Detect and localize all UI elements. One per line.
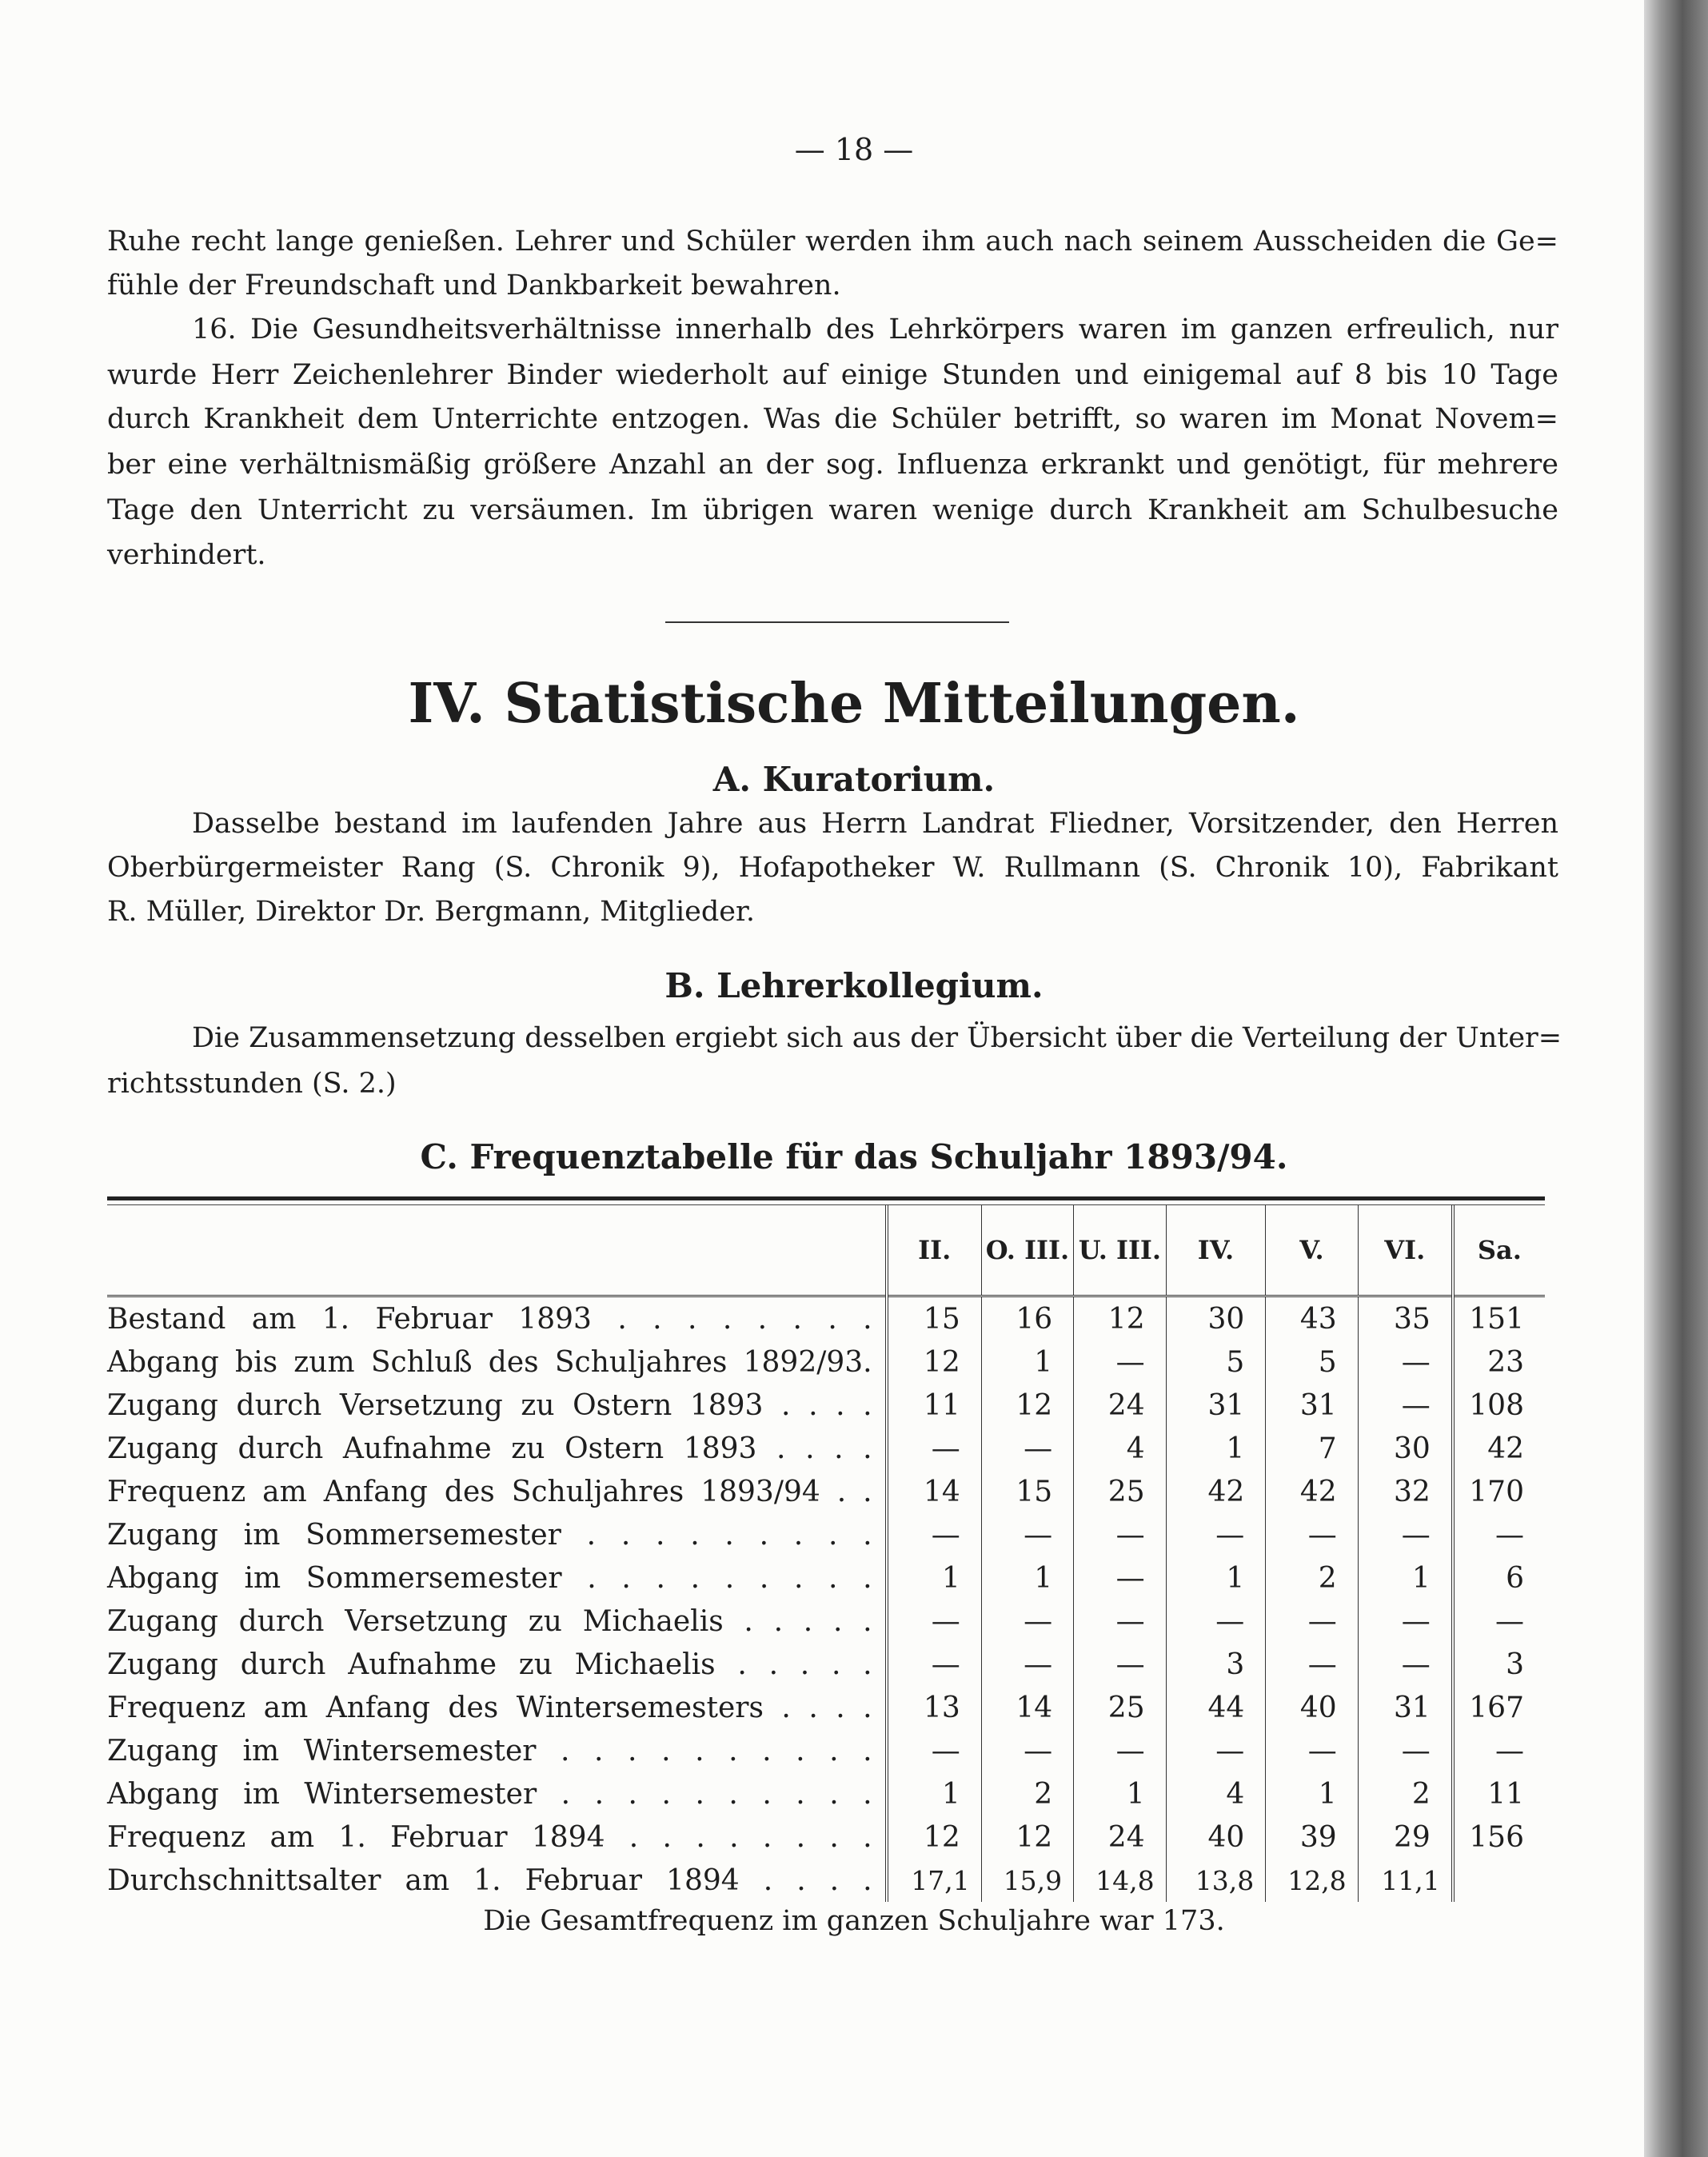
row-label: Zugang im Wintersemester . . . . . . . . . . [107, 1734, 872, 1768]
text-line: 16. Die Gesundheitsverhältnisse innerhalb des Lehrkörpers waren im ganzen erfreulich, nur [192, 314, 1558, 346]
text-line: Dasselbe bestand im laufenden Jahre aus Herrn Landrat Fliedner, Vorsitzender, den Herren [192, 808, 1558, 840]
table-cell: — [981, 1513, 1073, 1556]
column-header: Sa. [1453, 1205, 1545, 1296]
table-cell: — [1453, 1729, 1545, 1772]
table-cell: — [1358, 1600, 1453, 1643]
table-row [107, 1556, 1545, 1600]
text-line: richtsstunden (S. 2.) [107, 1068, 397, 1100]
table-cell: 12 [981, 1815, 1073, 1859]
table-cell [1453, 1859, 1545, 1902]
table-cell: — [1166, 1600, 1266, 1643]
table-cell: 12 [1074, 1296, 1166, 1341]
table-cell: 24 [1074, 1384, 1166, 1427]
table-header-row [107, 1205, 1545, 1296]
lehrerkollegium-heading: B. Lehrerkollegium. [664, 966, 1044, 1005]
row-label: Zugang durch Versetzung zu Michaelis . . . . . [107, 1604, 872, 1638]
table-cell: 35 [1358, 1296, 1453, 1341]
table-cell: — [1166, 1729, 1266, 1772]
table-row [107, 1686, 1545, 1729]
table-cell: 170 [1453, 1470, 1545, 1513]
column-header: U. III. [1074, 1205, 1166, 1296]
table-cell: — [981, 1729, 1073, 1772]
table-cell: 43 [1266, 1296, 1358, 1341]
table-row [107, 1600, 1545, 1643]
table-cell: — [1358, 1729, 1453, 1772]
table-cell: — [1266, 1643, 1358, 1686]
table-cell: 4 [1074, 1427, 1166, 1470]
column-header: IV. [1166, 1205, 1266, 1296]
table-cell: 12 [887, 1340, 982, 1384]
row-label: Frequenz am Anfang des Schuljahres 1893/94 . . [107, 1475, 872, 1508]
table-row [107, 1772, 1545, 1815]
table-cell: 156 [1453, 1815, 1545, 1859]
table-cell: 42 [1453, 1427, 1545, 1470]
table-cell: 2 [981, 1772, 1073, 1815]
text-line: Tage den Unterricht zu versäumen. Im übrigen waren wenige durch Krankheit am Schulbesuche [107, 494, 1558, 526]
section-title: IV. Statistische Mitteilungen. [408, 672, 1300, 736]
table-cell: — [887, 1729, 982, 1772]
table-cell: 13,8 [1166, 1859, 1266, 1902]
row-label: Bestand am 1. Februar 1893 . . . . . . . . [107, 1302, 872, 1336]
table-row [107, 1384, 1545, 1427]
table-row [107, 1296, 1545, 1341]
table-cell: 30 [1358, 1427, 1453, 1470]
table-row [107, 1340, 1545, 1384]
table-cell: — [1074, 1600, 1166, 1643]
table-cell: 14 [981, 1686, 1073, 1729]
table-cell: 25 [1074, 1470, 1166, 1513]
table-cell: — [1074, 1729, 1166, 1772]
header-label-cell [107, 1205, 887, 1296]
table-cell: 30 [1166, 1296, 1266, 1341]
table-cell: 3 [1166, 1643, 1266, 1686]
column-header: O. III. [981, 1205, 1073, 1296]
table-row [107, 1859, 1545, 1902]
table-cell: 24 [1074, 1815, 1166, 1859]
table-cell: 31 [1166, 1384, 1266, 1427]
table-cell: 5 [1266, 1340, 1358, 1384]
table-cell: — [1074, 1513, 1166, 1556]
table-cell: 1 [1074, 1772, 1166, 1815]
table-cell: 5 [1166, 1340, 1266, 1384]
column-header: VI. [1358, 1205, 1453, 1296]
table-cell: 1 [1166, 1556, 1266, 1600]
table-cell: 2 [1266, 1556, 1358, 1600]
text-line: Oberbürgermeister Rang (S. Chronik 9), Hofapotheker W. Rullmann (S. Chronik 10), Fabrikant [107, 852, 1558, 884]
table-cell: 23 [1453, 1340, 1545, 1384]
table-cell: 25 [1074, 1686, 1166, 1729]
table-cell: 14 [887, 1470, 982, 1513]
table-cell: — [1266, 1600, 1358, 1643]
table-row [107, 1643, 1545, 1686]
text-line: durch Krankheit dem Unterrichte entzogen. Was die Schüler betrifft, so waren im Monat Novem= [107, 403, 1558, 435]
row-label: Zugang im Sommersemester . . . . . . . . . [107, 1518, 872, 1552]
table-cell: 1 [887, 1772, 982, 1815]
table-cell: — [981, 1643, 1073, 1686]
table-cell: 15 [981, 1470, 1073, 1513]
text-line: Die Zusammensetzung desselben ergiebt sich aus der Übersicht über die Verteilung der Unter= [192, 1022, 1562, 1054]
frequency-table [107, 1196, 1545, 1902]
table-cell: 6 [1453, 1556, 1545, 1600]
table-cell: — [1166, 1513, 1266, 1556]
text-line: fühle der Freundschaft und Dankbarkeit bewahren. [107, 270, 841, 302]
row-label: Zugang durch Aufnahme zu Michaelis . . . . . [107, 1648, 872, 1681]
table-cell: 11,1 [1358, 1859, 1453, 1902]
table-cell: 44 [1166, 1686, 1266, 1729]
table-cell: — [887, 1427, 982, 1470]
table-cell: 31 [1266, 1384, 1358, 1427]
table-cell: 1 [1358, 1556, 1453, 1600]
row-label: Zugang durch Aufnahme zu Ostern 1893 . . . . [107, 1432, 872, 1465]
table-row [107, 1470, 1545, 1513]
column-header: II. [887, 1205, 982, 1296]
text-line: Ruhe recht lange genießen. Lehrer und Schüler werden ihm auch nach seinem Ausscheiden die Ge= [107, 226, 1558, 258]
frequenz-heading: C. Frequenztabelle für das Schuljahr 1893/94. [420, 1137, 1288, 1176]
table-cell: 108 [1453, 1384, 1545, 1427]
table-cell: 11 [1453, 1772, 1545, 1815]
table-cell: — [887, 1643, 982, 1686]
row-label: Durchschnittsalter am 1. Februar 1894 . . . . [107, 1863, 872, 1897]
table-cell: 42 [1166, 1470, 1266, 1513]
table-cell: 39 [1266, 1815, 1358, 1859]
text-line: verhindert. [107, 539, 266, 571]
scan-edge [1644, 0, 1708, 2157]
table-cell: 16 [981, 1296, 1073, 1341]
divider [665, 621, 1009, 623]
table-cell: 13 [887, 1686, 982, 1729]
table-cell: 151 [1453, 1296, 1545, 1341]
table-cell: — [887, 1600, 982, 1643]
table-cell: 1 [887, 1556, 982, 1600]
table-cell: — [1358, 1643, 1453, 1686]
table-cell: 32 [1358, 1470, 1453, 1513]
table-cell: 12,8 [1266, 1859, 1358, 1902]
table-cell: 1 [1166, 1427, 1266, 1470]
table-cell: 11 [887, 1384, 982, 1427]
table-cell: 167 [1453, 1686, 1545, 1729]
table-cell: 40 [1166, 1815, 1266, 1859]
table-cell: — [1358, 1384, 1453, 1427]
row-label: Frequenz am 1. Februar 1894 . . . . . . . . [107, 1820, 872, 1854]
table-cell: — [1358, 1340, 1453, 1384]
table-cell: — [1074, 1340, 1166, 1384]
row-label: Abgang im Sommersemester . . . . . . . . . [107, 1561, 872, 1595]
row-label: Frequenz am Anfang des Wintersemesters . . . . [107, 1691, 872, 1724]
row-label: Zugang durch Versetzung zu Ostern 1893 . . . . [107, 1388, 872, 1422]
table-cell: — [1266, 1729, 1358, 1772]
table-cell: — [1453, 1513, 1545, 1556]
table-cell: — [981, 1427, 1073, 1470]
column-header: V. [1266, 1205, 1358, 1296]
table-cell: 12 [981, 1384, 1073, 1427]
table-cell: — [887, 1513, 982, 1556]
table-cell: — [1358, 1513, 1453, 1556]
table-row [107, 1815, 1545, 1859]
table-cell: — [1074, 1556, 1166, 1600]
page-number: — 18 — [794, 132, 914, 167]
table-cell: 1 [1266, 1772, 1358, 1815]
kuratorium-heading: A. Kuratorium. [712, 760, 996, 799]
table-cell: 1 [981, 1340, 1073, 1384]
row-label: Abgang bis zum Schluß des Schuljahres 1892/93. [107, 1345, 872, 1379]
table-row [107, 1729, 1545, 1772]
table-cell: 15,9 [981, 1859, 1073, 1902]
table-cell: 31 [1358, 1686, 1453, 1729]
table-cell: 7 [1266, 1427, 1358, 1470]
text-line: R. Müller, Direktor Dr. Bergmann, Mitglieder. [107, 896, 756, 928]
table-cell: 17,1 [887, 1859, 982, 1902]
table-cell: 2 [1358, 1772, 1453, 1815]
table-cell: — [1074, 1643, 1166, 1686]
text-line: wurde Herr Zeichenlehrer Binder wiederholt auf einige Stunden und einigemal auf 8 bis 10 Tage [107, 359, 1558, 391]
table-cell: — [1453, 1600, 1545, 1643]
table-row [107, 1427, 1545, 1470]
table-cell: 3 [1453, 1643, 1545, 1686]
row-label: Abgang im Wintersemester . . . . . . . . . . [107, 1777, 872, 1811]
table-row [107, 1513, 1545, 1556]
table-cell: 15 [887, 1296, 982, 1341]
table-cell: 12 [887, 1815, 982, 1859]
table-cell: 4 [1166, 1772, 1266, 1815]
table-cell: — [1266, 1513, 1358, 1556]
table-cell: 1 [981, 1556, 1073, 1600]
table-footer: Die Gesamtfrequenz im ganzen Schuljahre war 173. [483, 1905, 1225, 1937]
table-cell: 29 [1358, 1815, 1453, 1859]
text-line: ber eine verhältnismäßig größere Anzahl an der sog. Influenza erkrankt und genötigt, für mehrere [107, 449, 1558, 481]
table-cell: 40 [1266, 1686, 1358, 1729]
table-cell: — [981, 1600, 1073, 1643]
table-cell: 14,8 [1074, 1859, 1166, 1902]
table-cell: 42 [1266, 1470, 1358, 1513]
